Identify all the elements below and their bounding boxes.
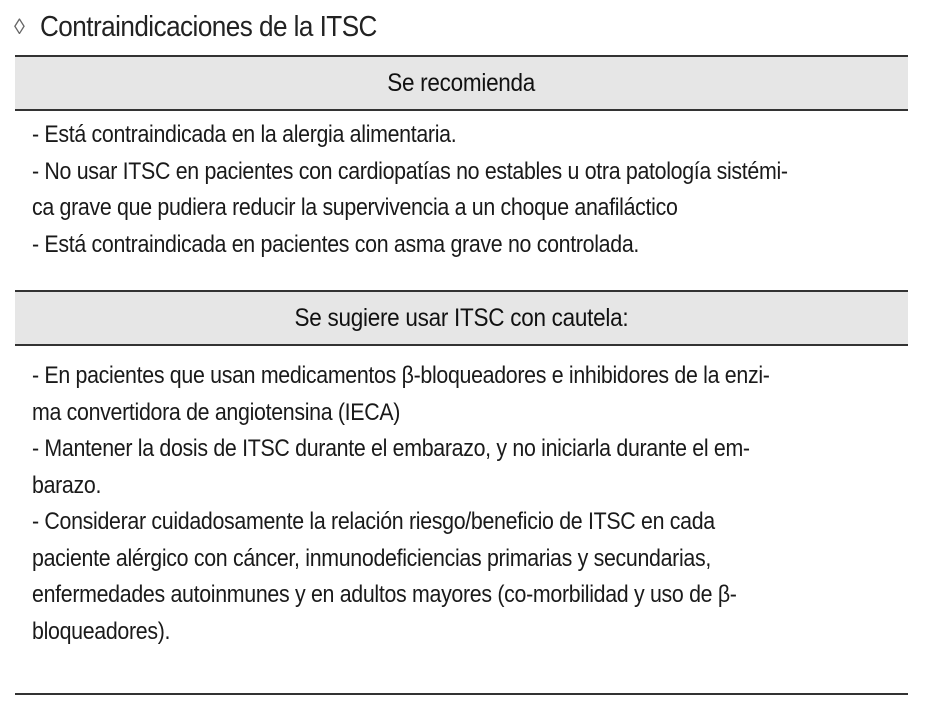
list-item: - Está contraindicada en pacientes con asma grave no controlada. [32, 230, 640, 258]
list-item: ma convertidora de angiotensina (IECA) [32, 398, 401, 426]
section-body-caution [32, 358, 894, 650]
bottom-rule [15, 693, 908, 695]
list-item: ca grave que pudiera reducir la supervivencia a un choque anafiláctico [32, 194, 678, 221]
list-item: - Mantener la dosis de ITSC durante el embarazo, y no iniciarla durante el em- [32, 435, 750, 462]
section-header-label: Se recomienda [387, 68, 536, 97]
list-item: enfermedades autoinmunes y en adultos mayores (co-morbilidad y uso de β- [32, 581, 737, 608]
list-item: bloqueadores). [32, 617, 171, 645]
section-header-recommended [15, 55, 908, 111]
section-header-label: Se sugiere usar ITSC con cautela: [294, 303, 629, 332]
diamond-outline-icon: ◊ [14, 14, 25, 39]
list-item: paciente alérgico con cáncer, inmunodeficiencias primarias y secundarias, [32, 544, 711, 572]
list-item: - Está contraindicada en la alergia alimentaria. [32, 121, 457, 148]
section-header-caution [15, 290, 908, 346]
list-item: - En pacientes que usan medicamentos β-bloqueadores e inhibidores de la enzi- [32, 362, 770, 389]
section-body-recommended [32, 117, 894, 263]
table-title [14, 4, 414, 50]
list-item: - Considerar cuidadosamente la relación riesgo/beneficio de ITSC en cada [32, 508, 715, 535]
list-item: - No usar ITSC en pacientes con cardiopatías no estables u otra patología sistémi- [32, 157, 788, 185]
table-title-text: Contraindicaciones de la ITSC [40, 10, 377, 43]
list-item: barazo. [32, 471, 102, 499]
